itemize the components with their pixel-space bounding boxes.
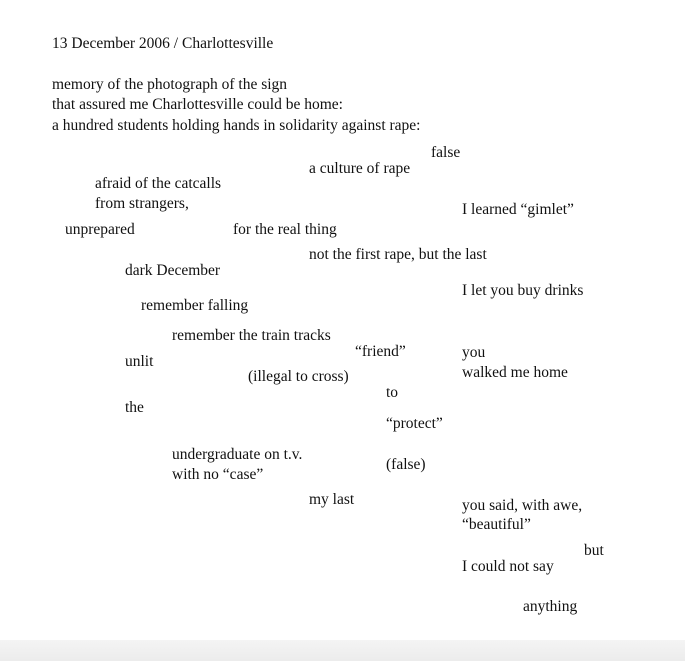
fragment-catcalls: afraid of the catcalls — [95, 175, 222, 192]
fragment-train-tracks: remember the train tracks — [172, 327, 331, 344]
intro-line-2: that assured me Charlottesville could be home: — [52, 96, 343, 113]
fragment-buy-drinks: I let you buy drinks — [462, 282, 584, 299]
fragment-strangers: from strangers, — [95, 195, 189, 212]
intro-line-1: memory of the photograph of the sign — [52, 76, 288, 93]
fragment-friend: “friend” — [355, 343, 406, 360]
fragment-remember-falling: remember falling — [141, 297, 249, 314]
fragment-gimlet: I learned “gimlet” — [462, 201, 574, 218]
fragment-false-paren: (false) — [386, 456, 426, 473]
intro-line-3: a hundred students holding hands in solidarity against rape: — [52, 117, 421, 134]
fragment-real-thing: for the real thing — [233, 221, 337, 238]
fragment-illegal: (illegal to cross) — [248, 368, 349, 385]
fragment-unlit: unlit — [125, 353, 154, 370]
fragment-no-case: with no “case” — [172, 466, 264, 483]
fragment-culture: a culture of rape — [309, 160, 411, 177]
fragment-protect: “protect” — [386, 415, 443, 432]
fragment-you-said: you said, with awe, — [462, 497, 583, 514]
fragment-to: to — [386, 384, 399, 401]
poem-title: 13 December 2006 / Charlottesville — [52, 35, 274, 52]
fragment-you: you — [462, 344, 486, 361]
fragment-not-first: not the first rape, but the last — [309, 246, 487, 263]
fragment-dark-december: dark December — [125, 262, 221, 279]
fragment-could-not: I could not say — [462, 558, 554, 575]
fragment-but: but — [584, 542, 604, 559]
fragment-anything: anything — [523, 598, 578, 615]
fragment-false-top: false — [431, 144, 461, 161]
page-bottom-edge — [0, 640, 685, 661]
fragment-my-last: my last — [309, 491, 355, 508]
fragment-walked-home: walked me home — [462, 364, 568, 381]
fragment-unprepared: unprepared — [65, 221, 135, 238]
fragment-the: the — [125, 399, 144, 416]
fragment-beautiful: “beautiful” — [462, 516, 531, 533]
fragment-undergrad: undergraduate on t.v. — [172, 446, 303, 463]
